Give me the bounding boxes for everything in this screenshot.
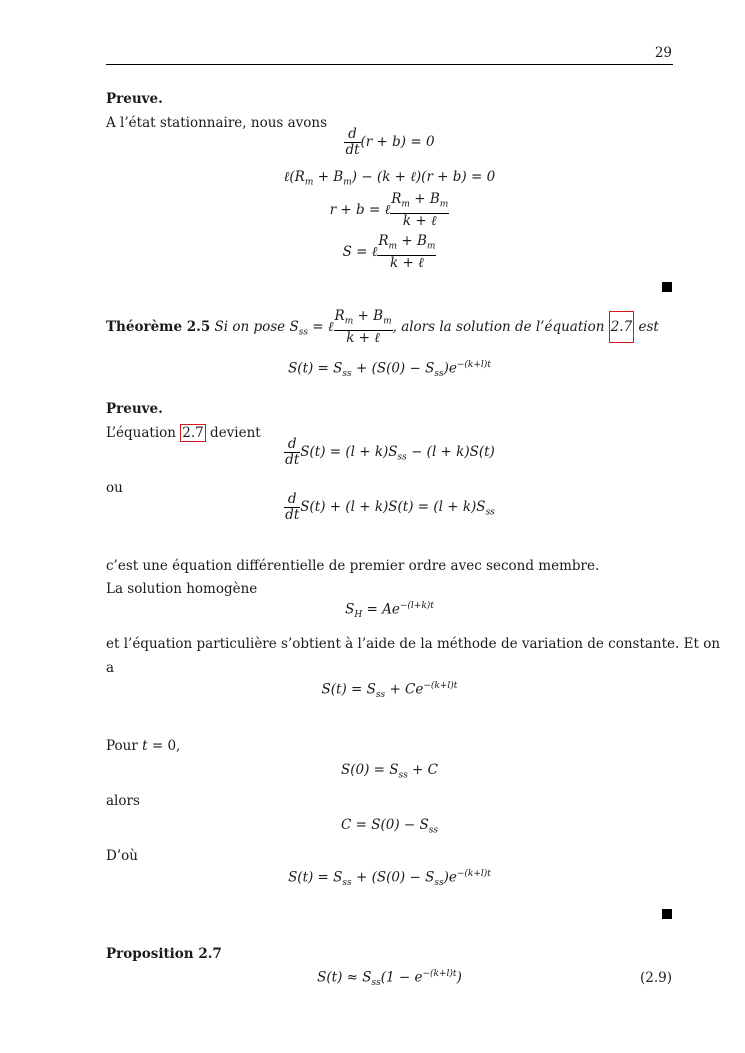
paragraph: c’est une équation différentielle de premier ordre avec second membre.: [106, 558, 600, 574]
paragraph: et l’équation particulière s’obtient à l’aide de la méthode de variation de constante. Et on: [106, 636, 721, 652]
theorem-statement: [106, 309, 659, 351]
qed-square: [662, 909, 672, 919]
equation-number: (2.9): [639, 970, 672, 986]
header-rule: [106, 64, 673, 65]
equation-derivative-r-b: [106, 127, 673, 158]
fraction-rm-bm: $\frac{R_m + B_m}{\text{k + ℓ}}$: [391, 191, 449, 229]
qed-square: [662, 282, 672, 292]
proof-intro: A l’état stationnaire, nous avons: [106, 115, 328, 131]
page-number: 29: [654, 45, 672, 61]
text-or: ou: [106, 480, 123, 496]
equation-ref-link[interactable]: 2.7: [182, 425, 204, 441]
fraction-d-dt: $\frac{d}{dt}$: [345, 126, 360, 158]
fraction-d-dt: $\frac{d}{dt}$: [285, 436, 300, 468]
equation-ref-link[interactable]: 2.7: [609, 311, 634, 343]
paragraph: Pour t = 0,: [106, 738, 181, 754]
proof-title: Preuve.: [106, 91, 163, 107]
equation-ode-rearranged: $\frac{d}{dt}$ $S(t) + (l + k)S(t) = (l + k)S_{ss}$: [285, 491, 495, 523]
theorem-label: Théorème 2.5: [106, 319, 211, 335]
paragraph: La solution homogène: [106, 581, 258, 597]
proof-title: Preuve.: [106, 401, 163, 417]
fraction-rm-bm: $\frac{R_m + B_m}{\text{k + ℓ}}$: [378, 233, 436, 271]
theorem-sss-def: $S_{ss}$ = ℓ $\frac{R_m + B_m}{\text{k + ℓ}}$: [289, 308, 392, 346]
theorem-equation: $S(t) = S_{ss} + (S(0) - S_{ss})e^{-(k+l)t}$: [288, 360, 491, 380]
equation-r-plus-b: [106, 192, 673, 229]
equation-lhs: r + b = ℓ: [329, 201, 391, 218]
theorem-text-b: , alors la solution de l’équation: [392, 319, 605, 335]
equation-final: $S(t) = S_{ss} + (S(0) - S_{ss})e^{-(k+l)t}$: [288, 869, 491, 889]
equation-s0: $S(0) = S_{ss} + C$: [341, 762, 438, 781]
paragraph: alors: [106, 793, 140, 809]
proposition-equation: $S(t) \approx S_{ss}(1 - e^{-(k+l)t})$: [317, 969, 462, 989]
paragraph: a: [106, 660, 115, 676]
fraction-rm-bm: $\frac{R_m + B_m}{\text{k + ℓ}}$: [334, 308, 392, 346]
proposition-label: Proposition 2.7: [106, 946, 222, 962]
equation-lhs: S = ℓ: [342, 243, 378, 260]
theorem-text-a: Si on pose: [214, 319, 286, 335]
theorem-text-c: est: [638, 319, 659, 335]
equation-c: $C = S(0) - S_{ss}$: [341, 817, 438, 836]
equation-ode: $\frac{d}{dt}$ $S(t) = (l + k)S_{ss} - (l + k)S(t)$: [285, 436, 495, 468]
paragraph: D’où: [106, 848, 138, 864]
equation-particular: $S(t) = S_{ss} + Ce^{-(k+l)t}$: [321, 681, 458, 701]
equation-rest: (r + b) = 0: [360, 134, 435, 150]
proof-intro: L’équation 2.7 devient: [106, 425, 261, 441]
equation-balance: $\ell(R_m + B_m) - (k$ + ℓ)(r + b) = 0: [283, 169, 496, 188]
equation-s: [106, 234, 673, 271]
equation-homogeneous: $S_H = Ae^{-(l+k)t}$: [345, 601, 434, 621]
fraction-d-dt: $\frac{d}{dt}$: [285, 491, 300, 523]
